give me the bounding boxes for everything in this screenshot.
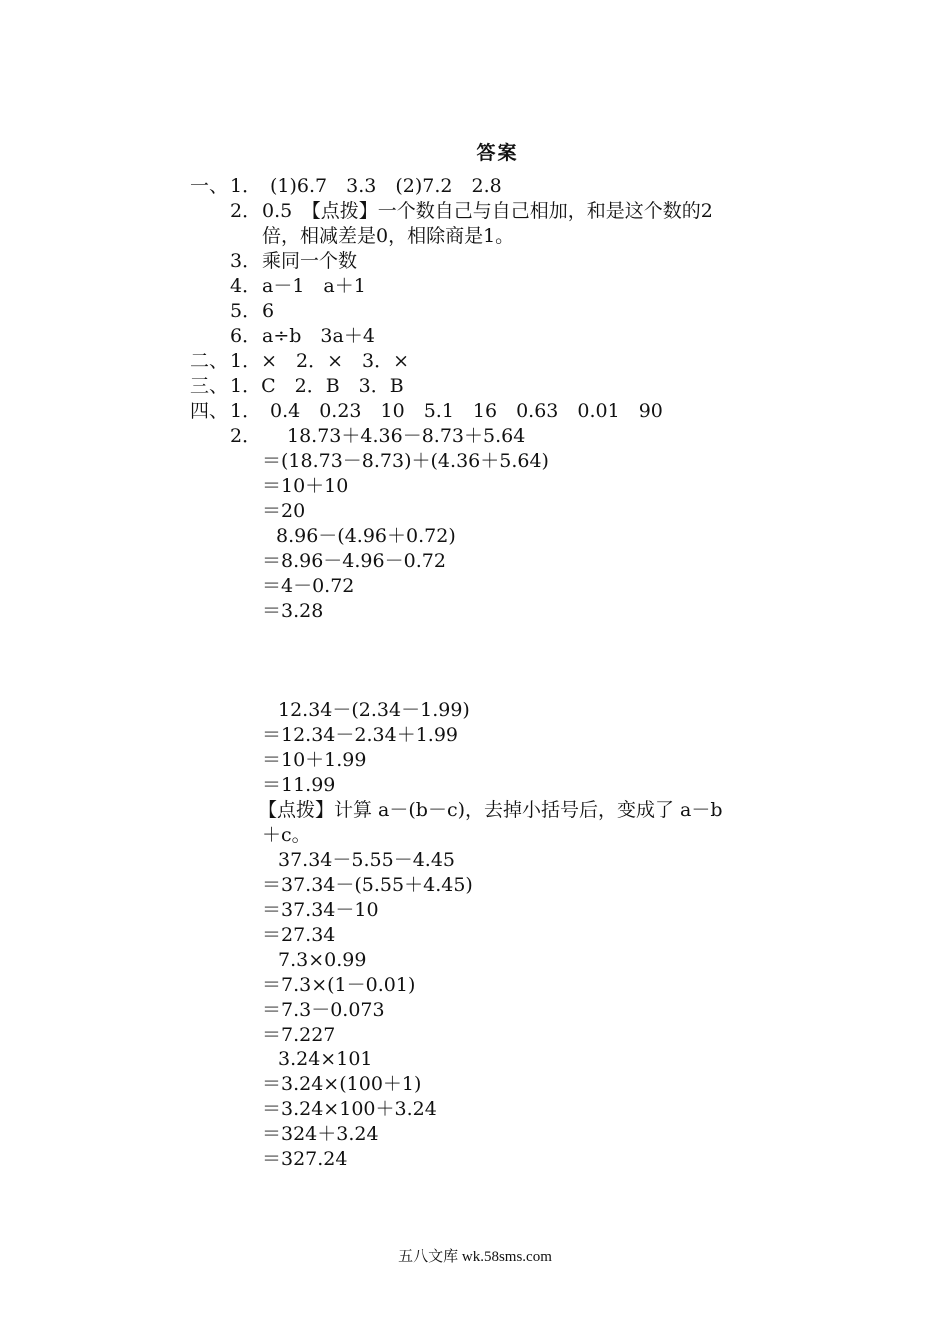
answer-text: 乘同一个数 — [262, 250, 358, 272]
calc-line: ＝37.34－(5.55＋4.45) — [262, 874, 473, 896]
section-label: 一、 — [190, 175, 229, 197]
footer-watermark: 五八文库 wk.58sms.com — [398, 1249, 552, 1265]
calc-line: ＝20 — [262, 500, 306, 522]
answer-text: 6 — [262, 300, 275, 322]
question-number: 1． — [230, 175, 262, 197]
answer-text: 1．C 2．B 3．B — [230, 375, 404, 397]
section-label: 四、 — [190, 400, 229, 422]
answer-text: a－1 a＋1 — [262, 275, 366, 297]
hint-line: 【点拨】计算 a－(b－c)，去掉小括号后，变成了 a－b — [258, 799, 723, 821]
calc-line: 18.73＋4.36－8.73＋5.64 — [287, 425, 526, 447]
calc-line: ＝324＋3.24 — [262, 1123, 379, 1145]
calc-line: 12.34－(2.34－1.99) — [278, 699, 470, 721]
question-number: 6． — [230, 325, 262, 347]
question-number: 2． — [230, 425, 262, 447]
calc-line: ＝8.96－4.96－0.72 — [262, 550, 446, 572]
answer-text: a÷b 3a＋4 — [262, 325, 375, 347]
section-label: 三、 — [190, 375, 229, 397]
calc-line: ＝3.28 — [262, 600, 324, 622]
question-number: 5． — [230, 300, 262, 322]
calc-line: ＝(18.73－8.73)＋(4.36＋5.64) — [262, 450, 549, 472]
calc-line: ＝7.227 — [262, 1024, 336, 1046]
answer-text: 1．× 2．× 3．× — [230, 350, 410, 372]
answer-text: 倍，相减差是0，相除商是1。 — [262, 225, 515, 247]
answer-text: 0.4 0.23 10 5.1 16 0.63 0.01 90 — [270, 400, 663, 422]
calc-line: ＝3.24×100＋3.24 — [262, 1098, 437, 1120]
calc-line: 8.96－(4.96＋0.72) — [276, 525, 456, 547]
hint-line-cont: ＋c。 — [262, 824, 311, 846]
calc-line: ＝3.24×(100＋1) — [262, 1073, 422, 1095]
answer-text: (1)6.7 3.3 (2)7.2 2.8 — [270, 175, 502, 197]
calc-line: ＝12.34－2.34＋1.99 — [262, 724, 459, 746]
calc-line: ＝7.3－0.073 — [262, 999, 385, 1021]
page-title: 答案 — [476, 142, 519, 164]
section-label: 二、 — [190, 350, 229, 372]
question-number: 1． — [230, 400, 262, 422]
calc-line: ＝11.99 — [262, 774, 336, 796]
calc-line: ＝10＋1.99 — [262, 749, 367, 771]
calc-line: ＝327.24 — [262, 1148, 348, 1170]
calc-line: 3.24×101 — [278, 1048, 373, 1070]
answer-text: 0.5 【点拨】一个数自己与自己相加，和是这个数的2 — [262, 200, 713, 222]
calc-line: ＝4－0.72 — [262, 575, 355, 597]
calc-line: 37.34－5.55－4.45 — [278, 849, 456, 871]
calc-line: ＝37.34－10 — [262, 899, 379, 921]
calc-line: 7.3×0.99 — [278, 949, 367, 971]
calc-line: ＝7.3×(1－0.01) — [262, 974, 416, 996]
question-number: 2． — [230, 200, 262, 222]
question-number: 4． — [230, 275, 262, 297]
calc-line: ＝10＋10 — [262, 475, 349, 497]
calc-line: ＝27.34 — [262, 924, 336, 946]
question-number: 3． — [230, 250, 262, 272]
